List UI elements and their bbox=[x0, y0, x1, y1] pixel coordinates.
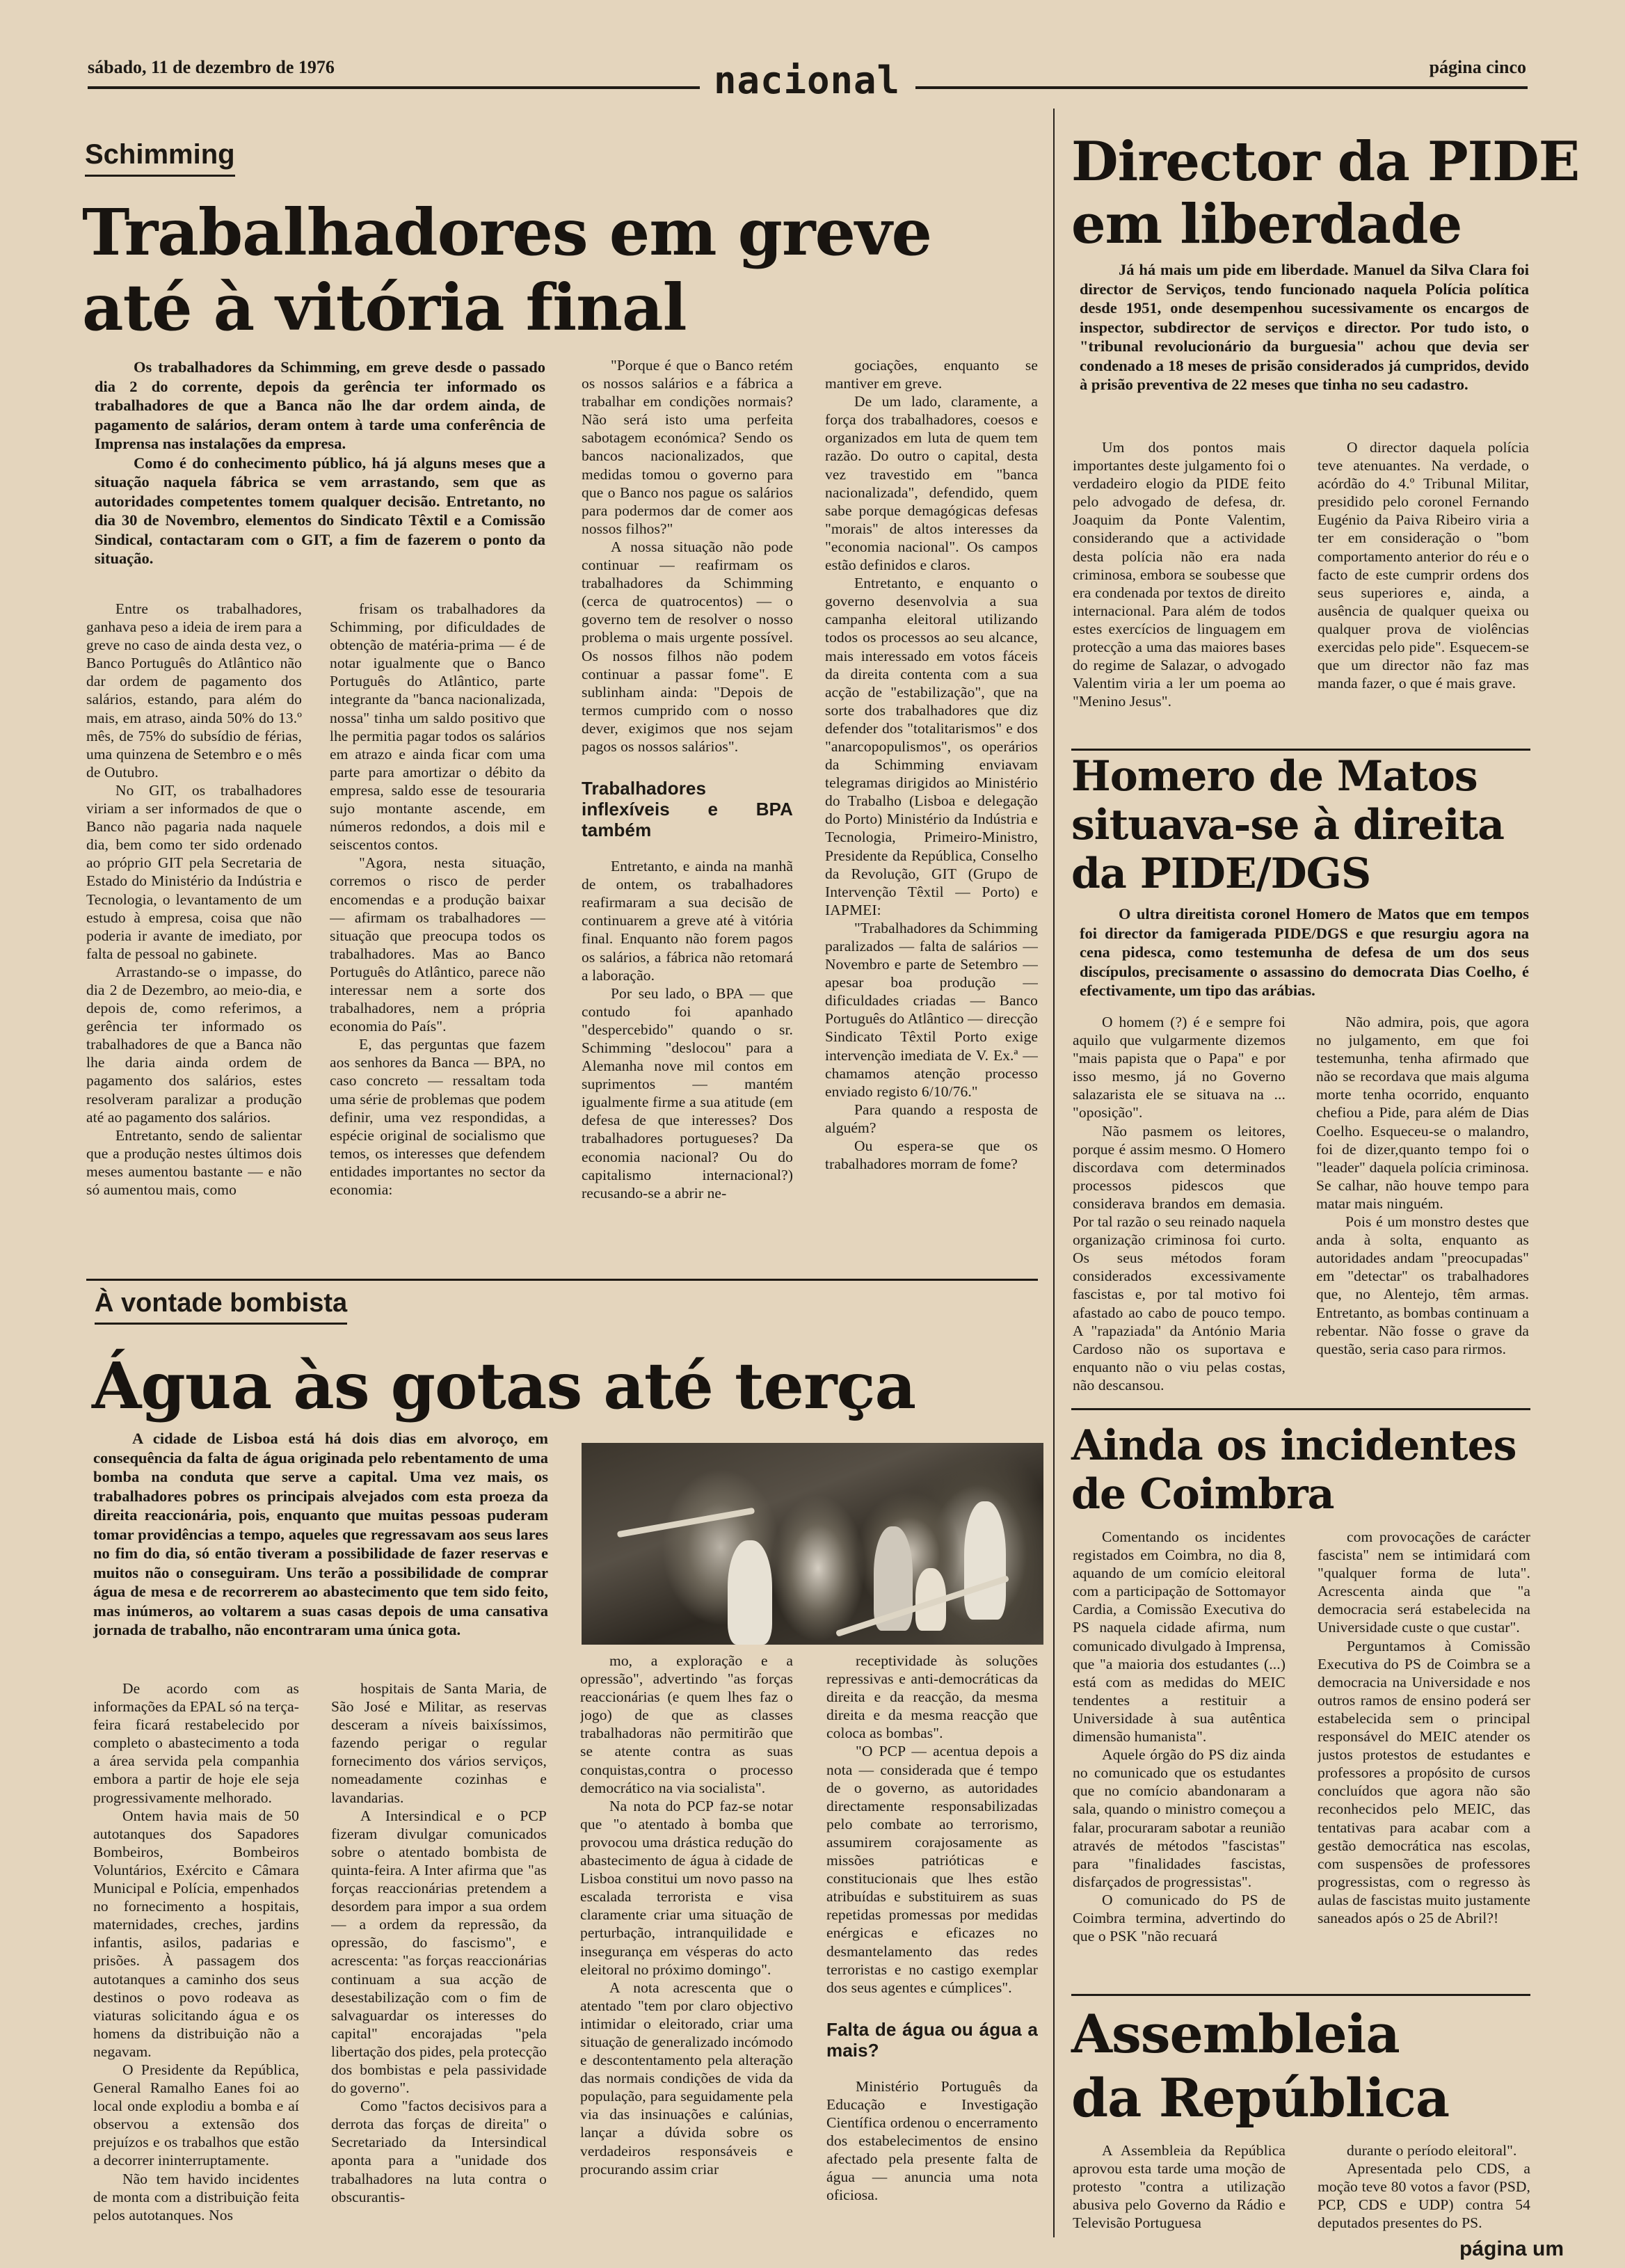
section-divider bbox=[1071, 749, 1530, 751]
paragraph: Um dos pontos mais importantes deste julgamento foi o verdadeiro elogio da PIDE feito pelo advogado de defesa, dr. Joaquim da Ponte Valentim, considerando que a actividade desta polícia não era nada criminosa, embora se soubesse que era condenada por textos de direito internacional. Para além de todos estes exercícios de linguagem em protecção a uma das maiores bases do regime de Salazar, o advogado Valentim viria a ler um poema ao "Menino Jesus". bbox=[1073, 439, 1286, 710]
article-subheading: Falta de água ou água a mais? bbox=[826, 2018, 1038, 2061]
paragraph: Por seu lado, o BPA — que contudo foi apanhado "despercebido" quando o sr. Schimming "deslocou" para a Alemanha nove mil contos em suprimentos — mantém igualmente firme a sua atitude (em defesa de que interesses? Dos trabalhadores portugueses? Da economia nacional? Ou do capitalismo internacional?) recusando-se a abrir ne- bbox=[582, 984, 793, 1201]
paragraph: Entretanto, sendo de salientar que a produção nestes últimos dois meses aumentou bastante — e não só aumentou mais, como bbox=[86, 1126, 302, 1198]
paragraph: E, das perguntas que fazem aos senhores da Banca — BPA, no caso concreto — ressaltam toda uma série de problemas que podem definir, uma vez respondidas, a espécie original de socialismo que temos, os interesses que defendem entidades importantes no sector da economia: bbox=[330, 1036, 545, 1198]
paragraph: O homem (?) é e sempre foi aquilo que vulgarmente dizemos "mais papista que o Papa" e por isso mesmo, já no Governo salazarista ele se situava na ... "oposição". bbox=[1073, 1014, 1286, 1121]
article-column bbox=[1073, 2141, 1286, 2232]
header-date: sábado, 11 de dezembro de 1976 bbox=[88, 57, 335, 77]
paragraph: O director daquela polícia teve atenuantes. Na verdade, o acórdão do 4.º Tribunal Militar, presidido pelo coronel Fernando Eugénio da Paiva Ribeiro viria a ter em consideração o "bom comportamento anterior do réu e o facto de este cumprir ordens dos seus superiores e, ainda, a ausência de qualquer queixa ou qualquer prova de violências exercidas pelo pide". Esquecem-se que um director não faz mas manda fazer, o que é mais grave. bbox=[1318, 439, 1529, 692]
article-column bbox=[1318, 1528, 1530, 1994]
paragraph: Ou espera-se que os trabalhadores morram de fome? bbox=[825, 1137, 1038, 1173]
article-headline-line-2: da República bbox=[1071, 2067, 1450, 2129]
article-kicker: À vontade bombista bbox=[95, 1288, 347, 1325]
paragraph: O comunicado do PS de Coimbra termina, advertindo do que o PSK "não recuará bbox=[1073, 1891, 1286, 1945]
article-headline-line-2: em liberdade bbox=[1071, 193, 1462, 256]
paragraph: A nossa situação não pode continuar — reafirmam os trabalhadores da Schimming (cerca de quatrocentos) — o governo tem de resolver o nosso problema o mais urgente possível. Os nossos filhos não podem continuar a passar fome". E sublinham ainda: "Depois de termos cumprido com o nosso dever, exigimos que nos sejam pagos os nossos salários". bbox=[582, 538, 793, 755]
paragraph: De um lado, claramente, a força dos trabalhadores, coesos e organizados em luta de quem tem razão. Do outro o capital, desta vez travestido em "banca nacionalizada", defendido, quem sabe porque demagógicas defesas "morais" de altos interesses da "economia nacional". Os campos estão definidos e claros. bbox=[825, 393, 1038, 574]
article-kicker: Schimming bbox=[85, 139, 235, 177]
lede-paragraph: Já há mais um pide em liberdade. Manuel da Silva Clara foi director de Serviços, tendo funcionado naquela Polícia política desde 1951, onde desempenhou sucessivamente os encargos de inspector, subdirector de serviços e director. Por tudo isto, o "tribunal revolucionário da burguesia" achou que devia ser condenado a 18 meses de prisão considerados já cumpridos, devido à prisão preventiva de 22 meses que tinha no seu cadastro. bbox=[1080, 261, 1529, 393]
article-lede bbox=[93, 1429, 548, 1640]
paragraph: Entretanto, e enquanto o governo desenvolvia a sua campanha eleitoral utilizando todos os processos ao seu alcance, mais interessado em votos fáceis da direita contenta com a sua acção de "estabilização", que na sorte dos trabalhadores que diz defender dos "totalitarismos" e dos "anarcopopulismos", os operários da Schimming enviavam telegramas dirigidos ao Ministério do Trabalho (Lisboa e delegação do Porto) Ministério da Indústria e Tecnologia, Primeiro-Ministro, Presidente da República, Conselho da Revolução, GIT (Grupo de Intervenção Têxtil — Porto) e IAPMEI: bbox=[825, 575, 1038, 918]
paragraph: "Trabalhadores da Schimming paralizados — falta de salários — Novembro e parte de Setembro — apesar boa produção — dificuldades criadas — Banco Português do Atlântico — direcção Sindicato Têxtil Porto exige intervenção imediata de V. Ex.ª — chamamos atenção processo enviado registo 6/10/76." bbox=[825, 919, 1038, 1100]
article-column bbox=[1318, 438, 1529, 744]
article-headline-line-2: situava-se à direita bbox=[1071, 801, 1504, 849]
article-column bbox=[582, 356, 793, 1266]
lede-paragraph: O ultra direitista coronel Homero de Matos que em tempos foi director da famigerada PIDE/DGS e que resurgiu agora na cena pidesca, como testemunha de defesa de um dos seus discípulos, precisamente o assassino do democrata Dias Coelho, é efectivamente, um tipo das arábias. bbox=[1080, 905, 1529, 999]
article-column bbox=[825, 356, 1038, 1266]
lede-paragraph: Como é do conhecimento público, há já alguns meses que a situação naquela fábrica se vem arrastando, sem que as autoridades competentes tomem qualquer decisão. Entretanto, no dia 30 de Novembro, elementos do Sindicato Têxtil e a Comissão Sindical, contactaram com o GIT, a fim de fazerem o ponto da situação. bbox=[95, 454, 545, 567]
paragraph: "Porque é que o Banco retém os nossos salários e a fábrica a trabalhar em condições normais? Não será isto uma perfeita sabotagem económica? Sendo os bancos nacionalizados, que medidas tomou o governo para que o Banco nos pague os salários para podermos dar de comer aos nossos filhos?" bbox=[582, 357, 793, 537]
article-headline-line-2: de Coimbra bbox=[1071, 1470, 1334, 1519]
paragraph: No GIT, os trabalhadores viriam a ser informados de que o Banco não pagaria nada naquele dia, bem como ter sido ordenado ao próprio GIT pela Secretaria de Estado do Ministério da Indústria e Tecnologia, o levantamento de um estudo à empresa, coisa que não poderia ir avante de imediato, por falta de pessoal no gabinete. bbox=[86, 781, 302, 962]
paragraph: frisam os trabalhadores da Schimming, por dificuldades de obtenção de matéria-prima — é de notar igualmente que o Banco Português do Atlântico, parte integrante da "banca nacionalizada, nossa" tinha um saldo positivo que lhe permitia pagar todos os salários em atrazo e ainda ficar com uma parte para amortizar o débito da empresa, saldo esse de tesouraria sujo montante ascende, em números redondos, a dois mil e seiscentos contos. bbox=[330, 600, 545, 854]
article-column bbox=[1316, 1013, 1529, 1403]
article-headline: Ainda os incidentes bbox=[1071, 1421, 1516, 1470]
paragraph: gociações, enquanto se mantiver em greve. bbox=[825, 357, 1038, 392]
photo-pickaxe bbox=[617, 1508, 755, 1538]
header-rule-right bbox=[915, 86, 1528, 89]
photo-figure bbox=[728, 1540, 772, 1645]
article-column bbox=[331, 1679, 547, 2243]
article-headline-line-3: da PIDE/DGS bbox=[1071, 849, 1371, 898]
paragraph: Na nota do PCP faz-se notar que "o atentado à bomba que provocou uma drástica redução do abastecimento de água à cidade de Lisboa constitui um novo passo na escalada terrorista e visa claramente criar uma situação de perturbação, intranquilidade e insegurança em vésperas do acto eleitoral no próximo domingo". bbox=[580, 1797, 793, 1978]
header-page: página cinco bbox=[1429, 57, 1526, 77]
lede-paragraph: Os trabalhadores da Schimming, em greve desde o passado dia 2 do corrente, depois da gerência ter informado os trabalhadores de que a Banca não lhe dar ordem ainda, de pagamento de salários, deram ontem à tarde uma conferência de Imprensa nas instalações da empresa. bbox=[95, 358, 545, 452]
paragraph: A Intersindical e o PCP fizeram divulgar comunicados sobre o atentado bombista de quinta-feira. A Inter afirma que "as forças reaccionárias pretendem a desordem para impor a sua ordem — a ordem da repressão, da opressão, do fascismo", e acrescenta: "as forças reaccionárias continuam a sua acção de desestabilização com o fim de salvaguardar os interesses do capital" encorajadas "pela libertação dos pides, pela protecção dos bombistas e pela passividade do governo". bbox=[331, 1807, 547, 2097]
paragraph: Não pasmem os leitores, porque é assim mesmo. O Homero discordava com determinados processos pidescos que considerava brandos em demasia. Por tal razão o seu reinado naquela organização criminosa foi curto. Os seus métodos foram considerados excessivamente fascistas e, por tal motivo foi afastado ao cabo de pouco tempo. A "rapaziada" da António Maria Cardoso não os suportava e enquanto não o viu pelas costas, não descansou. bbox=[1073, 1122, 1286, 1393]
paragraph: Arrastando-se o impasse, do dia 2 de Dezembro, ao meio-dia, e depois de, como referimos, a gerência ter informado os trabalhadores de que a Banca não lhe daria ainda ordem de pagamento dos salários, estes resolveram paralizar a produção até ao pagamento dos salários. bbox=[86, 963, 302, 1126]
paragraph: Ontem havia mais de 50 autotanques dos Sapadores Bombeiros, Bombeiros Voluntários, Exército e Câmara Municipal e Polícia, empenhados no fornecimento a hospitais, maternidades, creches, jardins infantis, asilos, padarias e prisões. À passagem dos autotanques a caminho dos seus destinos o povo rodeava as viaturas solicitando água e os homens da distribuição não a negavam. bbox=[93, 1807, 299, 2060]
news-photo-workers bbox=[582, 1443, 1043, 1645]
article-subheading: Trabalhadores inflexíveis e BPA também bbox=[582, 778, 793, 841]
paragraph: "Agora, nesta situação, corremos o risco de perder encomendas e a produção baixar — afirmam os trabalhadores — situação que preocupa todos os trabalhadores. Mas ao Banco Português do Atlântico, parece não interessar nem a sorte dos trabalhadores, nem a própria economia do País". bbox=[330, 854, 545, 1035]
paragraph: receptividade às soluções repressivas e anti-democráticas da direita e da reacção, da mesma direita e da mesma reacção que coloca as bombas". bbox=[826, 1652, 1038, 1742]
paragraph: O Presidente da República, General Ramalho Eanes foi ao local onde explodiu a bomba e aí observou a extensão dos prejuízos e os trabalhos que estão a decorrer ininterruptamente. bbox=[93, 2061, 299, 2169]
continued-on-page[interactable]: página um bbox=[1459, 2237, 1564, 2260]
paragraph: Pois é um monstro destes que anda à solta, enquanto as autoridades andam "preocupadas" em "detectar" os trabalhadores que, no Alentejo, têm armas. Entretanto, as bombas continuam a rebentar. Não fosse o grave da questão, seria caso para rirmos. bbox=[1316, 1213, 1529, 1357]
lede-paragraph: A cidade de Lisboa está há dois dias em alvoroço, em consequência da falta de água originada pelo rebentamento de uma bomba na conduta que serve a capital. Uma vez mais, os trabalhadores pobres os principais alvejados com esta proeza da direita reaccionária, pois, enquanto que muitas pessoas puderam tomar providências a tempo, aqueles que regressavam aos seus lares no fim do dia, só então tiveram a possibilidade de fazer reservas e muitos não o conseguiram. Uns terão a possibilidade de comprar água de mesa e de recorrerem ao abastecimento que tem sido feito, mas inúmeros, ao voltarem a suas casas depois de uma cansativa jornada de trabalho, não encontraram uma única gota. bbox=[93, 1430, 548, 1638]
article-column bbox=[580, 1652, 793, 2243]
header-rule-left bbox=[88, 86, 700, 89]
paragraph: hospitais de Santa Maria, de São José e Militar, as reservas desceram a níveis baixíssimos, fazendo perigar o regular fornecimento dos vários serviços, nomeadamente cozinhas e lavandarias. bbox=[331, 1680, 547, 1806]
paragraph: Comentando os incidentes registados em Coimbra, no dia 8, aquando de um comício eleitoral com a participação de Sottomayor Cardia, a Comissão Executiva do PS naquela cidade afirma, num comunicado divulgado à Imprensa, que "a maioria dos estudantes (...) está com as medidas do MEIC tendentes a restituir a Universidade à sua autêntica dimensão humanista". bbox=[1073, 1528, 1286, 1746]
article-lede bbox=[1080, 260, 1529, 394]
article-headline: Director da PIDE bbox=[1071, 130, 1580, 193]
paragraph: Como "factos decisivos para a derrota das forças de direita" o Secretariado da Intersindical aponta para a "unidade dos trabalhadores na luta contra o obscurantis- bbox=[331, 2098, 547, 2205]
article-headline: Assembleia bbox=[1071, 2003, 1400, 2065]
paragraph: De acordo com as informações da EPAL só na terça-feira ficará restabelecido por completo o abastecimento a toda a área servida pela companhia embora a partir de hoje ele seja progressivamente melhorado. bbox=[93, 1680, 299, 1806]
article-column bbox=[1073, 1013, 1286, 1403]
paragraph: Para quando a resposta de alguém? bbox=[825, 1101, 1038, 1136]
paragraph: Apresentada pelo CDS, a moção teve 80 votos a favor (PSD, PCP, CDS e UDP) contra 54 deputados presentes do PS. bbox=[1318, 2160, 1530, 2232]
article-lede bbox=[95, 358, 545, 568]
article-headline: Trabalhadores em greve bbox=[82, 195, 931, 270]
article-column bbox=[1073, 438, 1286, 744]
column-divider bbox=[1053, 109, 1055, 2237]
article-column bbox=[826, 1652, 1038, 2243]
paragraph: Não admira, pois, que agora no julgamento, em que foi testemunha, tenha afirmado que não se recordava que mais alguma morte tenha ocorrido, enquanto chefiou a Pide, para além de Dias Coelho. Esqueceu-se o malandro, foi de dizer,quanto tempo foi o "leader" daquela polícia criminosa. Se calhar, não houve tempo para matar mais ninguém. bbox=[1316, 1014, 1529, 1212]
paragraph: mo, a exploração e a opressão", advertindo "as forças reaccionárias (e quem lhes faz o jogo) de que as classes trabalhadoras não permitirão que se atente contra as suas conquistas,contra o processo democrático na via socialista". bbox=[580, 1652, 793, 1796]
article-column bbox=[93, 1679, 299, 2243]
section-divider bbox=[1071, 1994, 1530, 1996]
article-column bbox=[1318, 2141, 1530, 2232]
article-headline: Homero de Matos bbox=[1071, 752, 1478, 801]
paragraph: A Assembleia da República aprovou esta tarde uma moção de protesto "contra a utilização abusiva pelo Governo da Rádio e Televisão Portuguesa bbox=[1073, 2142, 1286, 2232]
section-divider bbox=[86, 1279, 1038, 1281]
paragraph: Aquele órgão do PS diz ainda no comunicado que os estudantes que no comício abandonaram a sala, quando o ministro começou a falar, procuraram sabotar a reunião através de métodos "fascistas" para "finalidades fascistas, disfarçados de progressistas". bbox=[1073, 1746, 1286, 1890]
paragraph: Entre os trabalhadores, ganhava peso a ideia de irem para a greve no caso de ainda desta vez, o Banco Português do Atlântico não dar ordem de pagamento dos salários, estando, para além do mais, em atraso, ainda 50% do 13.º mês, de 75% do subsídio de férias, uma quinzena de Setembro e o mês de Outubro. bbox=[86, 600, 302, 781]
paragraph: durante o período eleitoral". bbox=[1347, 2142, 1517, 2159]
paragraph: Entretanto, e ainda na manhã de ontem, os trabalhadores reafirmaram a sua decisão de continuarem a greve até à vitória final. Enquanto não forem pagos os salários, a fábrica não retomará a laboração. bbox=[582, 858, 793, 984]
article-headline-line-2: até à vitória final bbox=[82, 270, 687, 345]
section-divider bbox=[1071, 1408, 1530, 1410]
paragraph: A nota acrescenta que o atentado "tem por claro objectivo intimidar o eleitorado, criar uma situação de generalizado incómodo e descontentamento pela alteração das normais condições de vida da população, para seguidamente pela via das insinuações e calúnias, lançar a dúvida sobre os verdadeiros responsáveis e procurando assim criar bbox=[580, 1979, 793, 2178]
paragraph: "O PCP — acentua depois a nota — considerada que é tempo de o governo, as autoridades directamente responsabilizadas pelo combate ao terrorismo, assumirem corajosamente as missões patrióticas e constitucionais que lhes estão atribuídas e substituirem as suas repetidas promessas por medidas enérgicas e eficazes no desmantelamento das redes terroristas e no castigo exemplar dos seus agentes e cúmplices". bbox=[826, 1743, 1038, 1996]
section-title: nacional bbox=[713, 58, 901, 102]
article-column bbox=[86, 600, 302, 1266]
paragraph: Perguntamos à Comissão Executiva do PS de Coimbra se a democracia na Universidade e nos outros ramos de ensino poderá ser estabelecida sem o principal responsável do MEIC atender os justos protestos de estudantes e professores a propósito de cursos concluídos que agora não são reconhecidos pelo MEIC, das tentativas para acabar com a gestão democrática nas escolas, com suspensões de professores progressistas, com o regresso às aulas de fascistas muito justamente saneados após o 25 de Abril?! bbox=[1318, 1637, 1530, 1926]
photo-figure bbox=[964, 1501, 1006, 1620]
article-column bbox=[330, 600, 545, 1266]
paragraph: Não tem havido incidentes de monta com a distribuição feita pelos autotanques. Nos bbox=[93, 2170, 299, 2223]
paragraph: Ministério Português da Educação e Investigação Científica ordenou o encerramento dos estabelecimentos de ensino afectado pela presente falta de água — anuncia uma nota oficiosa. bbox=[826, 2077, 1038, 2204]
article-column bbox=[1073, 1528, 1286, 1994]
paragraph: com provocações de carácter fascista" nem se intimidará com "qualquer forma de luta". Acrescenta ainda que "a democracia será estabelecida na Universidade custe o que custar". bbox=[1318, 1528, 1530, 1636]
article-lede bbox=[1080, 904, 1529, 1000]
article-headline: Água às gotas até terça bbox=[92, 1348, 916, 1423]
